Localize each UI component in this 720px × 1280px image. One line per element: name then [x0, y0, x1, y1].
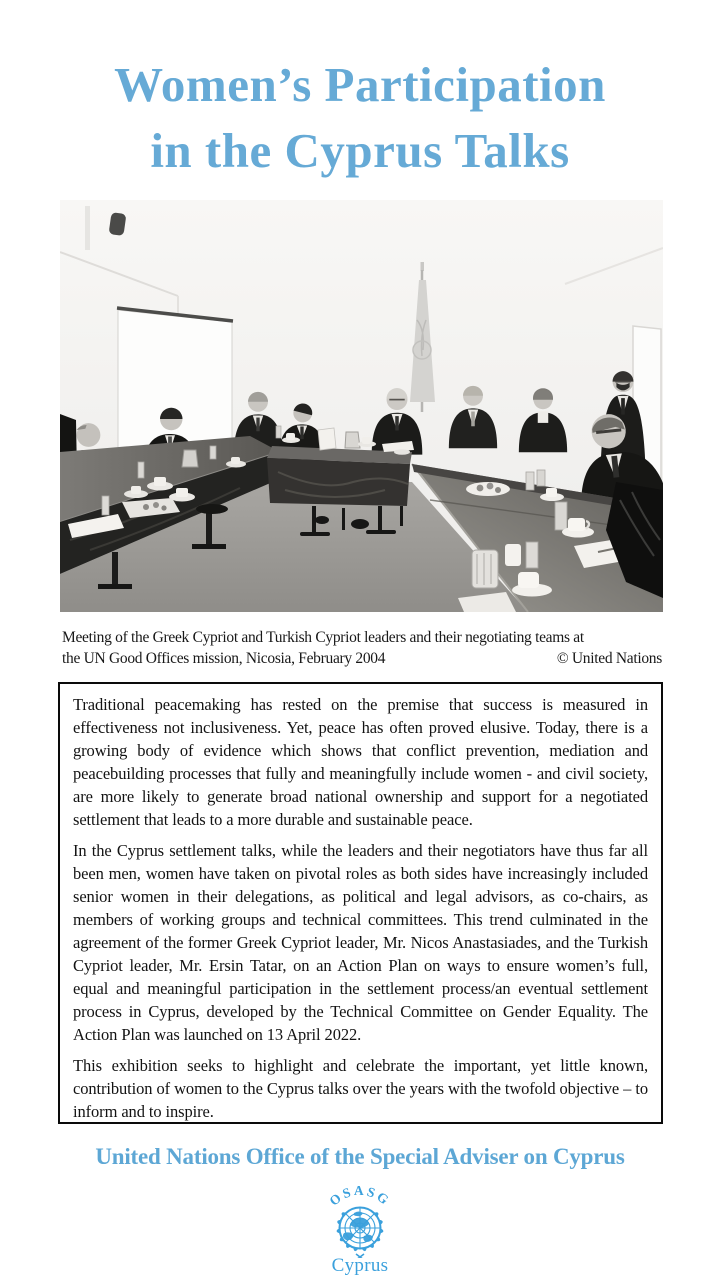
caption-credit: © United Nations [556, 650, 662, 667]
svg-text:OSASG [326, 1183, 393, 1209]
meeting-photo-scene [60, 200, 663, 612]
un-emblem-icon [295, 1180, 425, 1258]
intro-paragraph-1: Traditional peacemaking has rested on the premise that success is measured in effectiveness not inclusiveness. Yet, peace has often proved elusive. Today, there is a growing body of evidence which shows that conflict prevention, mediation and peacebuilding processes that fully and meaningfully include women - and civil society, are more likely to generate broad national ownership and support for a negotiated settlement that leads to a more durable and sustainable peace. [73, 695, 648, 829]
logo-bottom-text: Cyprus [331, 1255, 389, 1276]
poster-title [0, 52, 720, 184]
caption-line-1: Meeting of the Greek Cypriot and Turkish Cypriot leaders and their negotiating teams at [62, 629, 584, 646]
photo-caption [62, 627, 662, 669]
intro-text-box [58, 682, 663, 1124]
un-globe-wreath [336, 1208, 384, 1259]
meeting-photo [60, 200, 663, 612]
intro-paragraph-3: This exhibition seeks to highlight and celebrate the important, yet little known, contribution of women to the Cyprus talks over the years with the twofold objective – to inform and to inspire. [73, 1056, 648, 1121]
logo-top-text: OSASG [326, 1183, 394, 1209]
caption-line-2: the UN Good Offices mission, Nicosia, February 2004 [62, 650, 386, 667]
footer-office-title: United Nations Office of the Special Adviser on Cyprus [95, 1144, 625, 1169]
osasg-logo [0, 1180, 720, 1277]
title-line-2: in the Cyprus Talks [150, 123, 570, 178]
intro-paragraph-2: In the Cyprus settlement talks, while the leaders and their negotiators have thus far all been men, women have taken on pivotal roles as both sides have increasingly included senior women in their delegations, as political and legal advisors, as co-chairs, as members of working groups and technical committees. This trend culminated in the agreement of the former Greek Cypriot leader, Mr. Nicos Anastasiades, and the Turkish Cypriot leader, Mr. Ersin Tatar, on an Action Plan on ways to ensure women’s full, equal and meaningful participation in the settlement process/an eventual settlement process in Cyprus, developed by the Technical Committee on Gender Equality. The Action Plan was launched on 13 April 2022. [73, 841, 648, 1044]
whiteboard [117, 308, 233, 452]
title-line-1: Women’s Participation [114, 57, 606, 112]
conference-table-center [267, 446, 412, 506]
